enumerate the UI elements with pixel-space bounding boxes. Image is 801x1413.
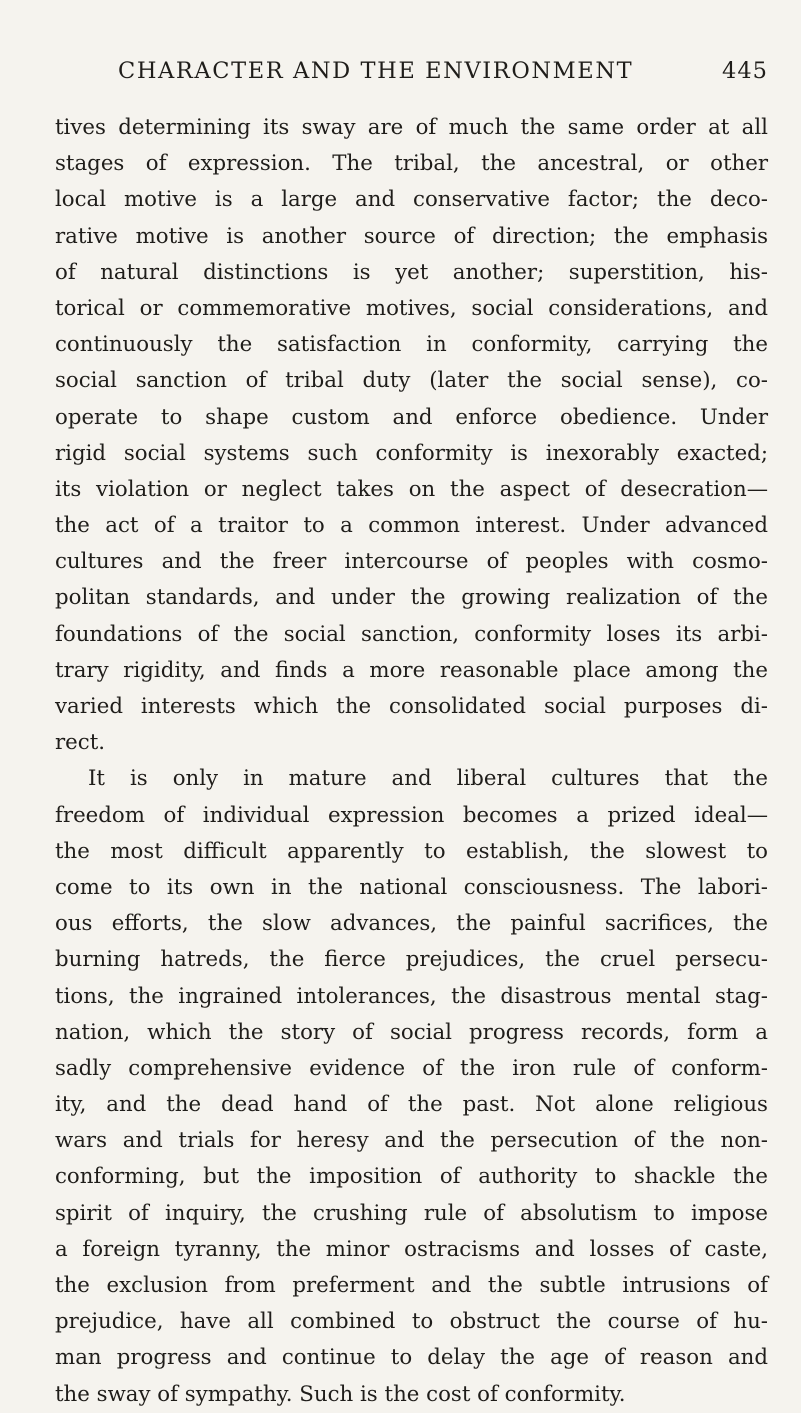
text-line: come to its own in the national consciousness. The labori-: [55, 874, 768, 900]
paragraph-end-line: rect.: [55, 730, 106, 756]
text-line: the act of a traitor to a common interest. Under advanced: [55, 513, 768, 539]
text-line: wars and trials for heresy and the persecution of the non-: [55, 1128, 768, 1154]
text-line: local motive is a large and conservative factor; the deco-: [55, 187, 768, 213]
text-line: conforming, but the imposition of authority to shackle the: [55, 1164, 768, 1190]
text-line: the most difficult apparently to establish, the slowest to: [55, 838, 768, 864]
text-line: a foreign tyranny, the minor ostracisms and losses of caste,: [55, 1236, 768, 1262]
text-line: ous efforts, the slow advances, the painful sacrifices, the: [55, 911, 768, 937]
running-title: CHARACTER AND THE ENVIRONMENT: [118, 58, 634, 84]
body-text: [55, 110, 768, 1413]
text-line: rative motive is another source of direction; the emphasis: [55, 223, 768, 249]
text-line: continuously the satisfaction in conformity, carrying the: [55, 332, 768, 358]
text-line: the exclusion from preferment and the subtle intrusions of: [55, 1273, 768, 1298]
text-line: man progress and continue to delay the age of reason and: [55, 1345, 768, 1371]
text-line: sadly comprehensive evidence of the iron rule of conform-: [55, 1055, 768, 1081]
paragraph-start-line: It is only in mature and liberal cultures that the: [88, 766, 768, 792]
text-line: foundations of the social sanction, conformity loses its arbi-: [55, 621, 768, 647]
text-line: politan standards, and under the growing realization of the: [55, 585, 768, 611]
text-line: social sanction of tribal duty (later the social sense), co-: [55, 368, 768, 394]
text-line: freedom of individual expression becomes a prized ideal—: [55, 802, 768, 828]
page-number: 445: [722, 58, 768, 84]
text-line: burning hatreds, the fierce prejudices, the cruel persecu-: [55, 947, 768, 973]
paragraph-end-line: the sway of sympathy. Such is the cost of conformity.: [55, 1381, 626, 1407]
text-line: tions, the ingrained intolerances, the disastrous mental stag-: [55, 983, 768, 1009]
text-line: rigid social systems such conformity is inexorably exacted;: [55, 440, 768, 466]
text-line: nation, which the story of social progress records, form a: [55, 1019, 768, 1045]
running-head: [118, 58, 768, 92]
text-line: tives determining its sway are of much the same order at all: [55, 115, 768, 140]
text-line: cultures and the freer intercourse of peoples with cosmo-: [55, 549, 768, 575]
text-line: its violation or neglect takes on the aspect of desecration—: [55, 476, 768, 502]
text-line: operate to shape custom and enforce obedience. Under: [55, 404, 768, 430]
text-line: stages of expression. The tribal, the ancestral, or other: [55, 151, 768, 177]
text-line: of natural distinctions is yet another; superstition, his-: [55, 259, 768, 285]
text-line: prejudice, have all combined to obstruct the course of hu-: [55, 1309, 768, 1335]
text-line: trary rigidity, and finds a more reasonable place among the: [55, 657, 768, 683]
text-line: ity, and the dead hand of the past. Not alone religious: [55, 1092, 768, 1118]
text-line: spirit of inquiry, the crushing rule of absolutism to impose: [55, 1200, 768, 1226]
text-line: torical or commemorative motives, social considerations, and: [55, 295, 768, 321]
text-line: varied interests which the consolidated social purposes di-: [55, 694, 768, 719]
